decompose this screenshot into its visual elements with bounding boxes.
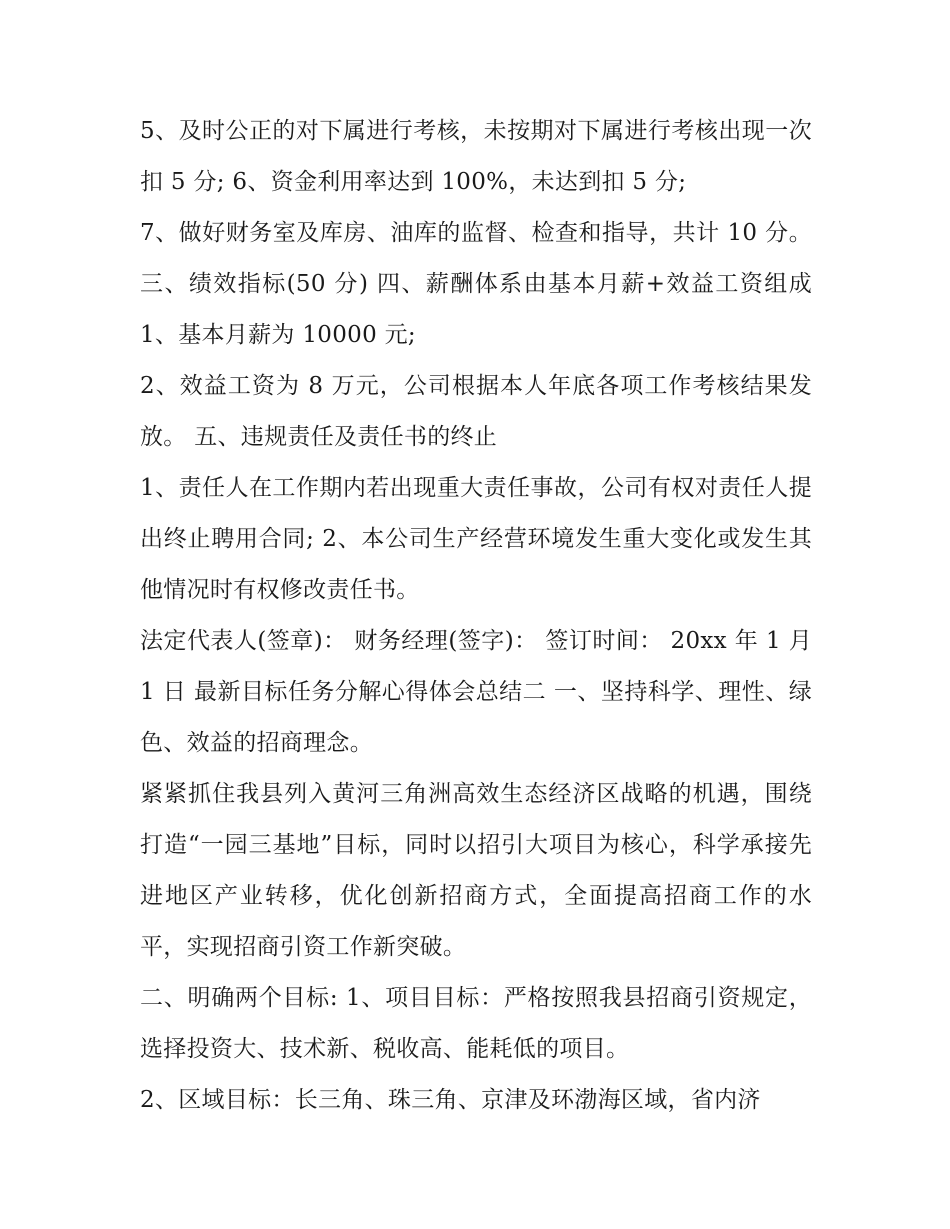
paragraph-signatures: 法定代表人(签章)： 财务经理(签字)： 签订时间： 20xx 年 1 月 1 日 最新目标任务分解心得体会总结二 一、坚持科学、理性、绿色、效益的招商理念。 [140,628,812,756]
paragraph-region-target: 2、区域目标：长三角、珠三角、京津及环渤海区域，省内济 [140,1087,761,1113]
paragraph-project-target: 二、明确两个目标: 1、项目目标：严格按照我县招商引资规定，选择投资大、技术新、税收高、能耗低的项目。 [140,985,812,1062]
paragraph-bonus: 2、效益工资为 8 万元，公司根据本人年底各项工作考核结果发放。 五、违规责任及责任书的终止 [140,373,812,450]
paragraph-termination: 1、责任人在工作期内若出现重大责任事故，公司有权对责任人提出终止聘用合同; 2、本公司生产经营环境发生重大变化或发生其他情况时有权修改责任书。 [140,475,812,603]
paragraph-supervision-salary: 7、做好财务室及库房、油库的监督、检查和指导，共计 10 分。 三、绩效指标(50 分) 四、薪酬体系由基本月薪+效益工资组成 1、基本月薪为 10000 元; [140,220,812,348]
paragraph-opportunity: 紧紧抓住我县列入黄河三角洲高效生态经济区战略的机遇，围绕打造“一园三基地”目标，同时以招引大项目为核心，科学承接先进地区产业转移，优化创新招商方式，全面提高招商工作的水平，实现招商引资工作新突破。 [140,781,812,960]
paragraph-assessment: 5、及时公正的对下属进行考核，未按期对下属进行考核出现一次扣 5 分; 6、资金利用率达到 100%，未达到扣 5 分; [140,118,812,195]
document-body [140,106,812,1126]
